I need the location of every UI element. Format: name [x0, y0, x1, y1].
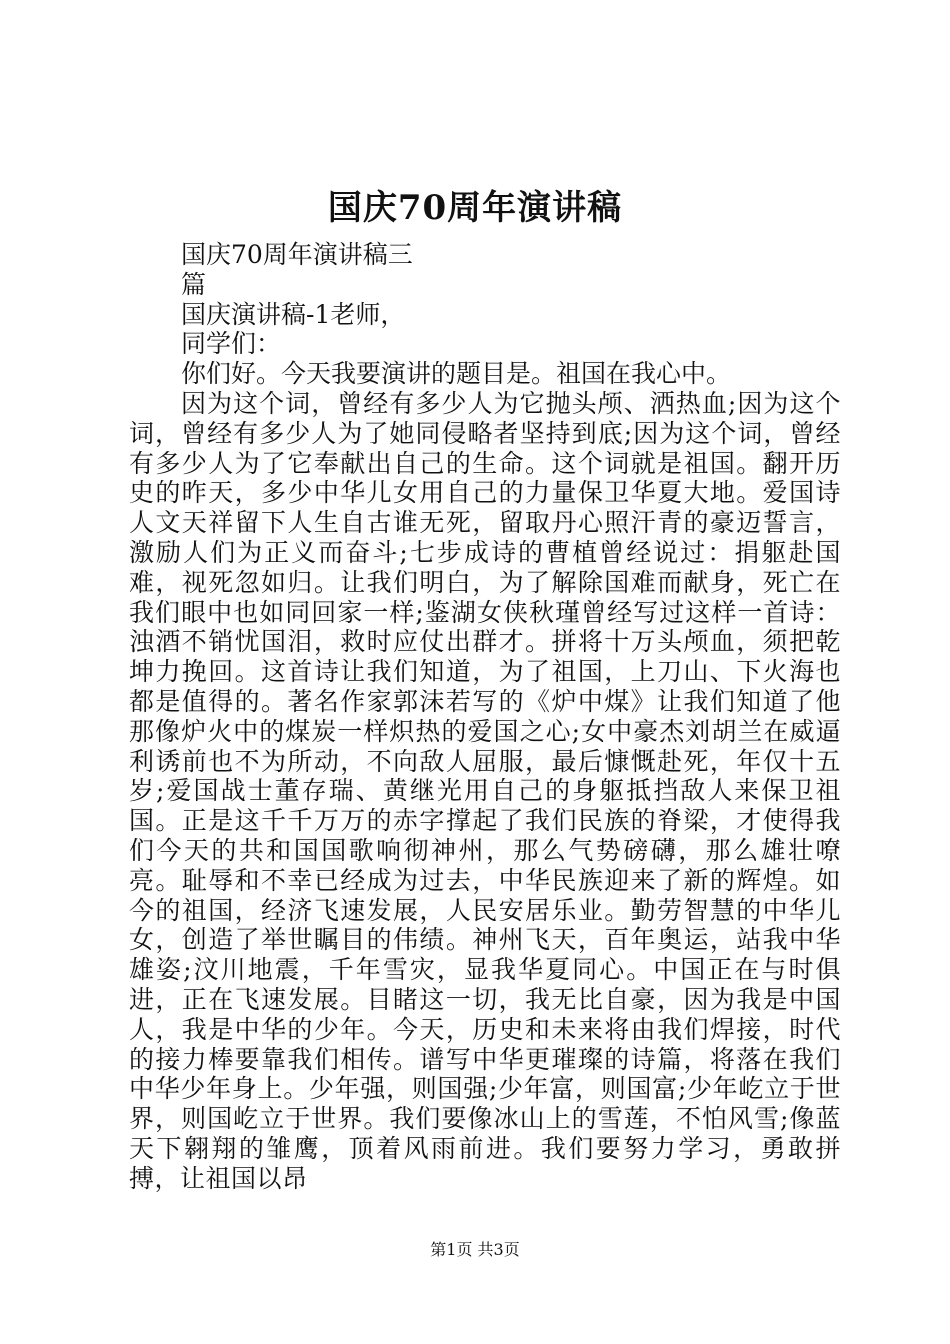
document-body: [129, 240, 841, 1194]
document-title: 国庆70周年演讲稿: [327, 188, 623, 228]
subtitle-line: 国庆70周年演讲稿三: [181, 240, 413, 269]
subtitle-continuation: 篇: [181, 269, 207, 299]
opening-line: 你们好。今天我要演讲的题目是。祖国在我心中。: [181, 359, 732, 389]
body-paragraph: 因为这个词，曾经有多少人为它抛头颅、洒热血;因为这个词，曾经有多少人为了她同侵略者坚持到底;因为这个词，曾经有多少人为了它奉献出自己的生命。这个词就是祖国。翻开历史的昨天，多少中华儿女用自己的力量保卫华夏大地。爱国诗人文天祥留下人生自古谁无死，留取丹心照汗青的豪迈誓言，激励人们为正义而奋斗;七步成诗的曹植曾经说过：捐躯赴国难，视死忽如归。让我们明白，为了解除国难而献身，死亡在我们眼中也如同回家一样;鉴湖女侠秋瑾曾经写过这样一首诗：浊酒不销忧国泪，救时应仗出群才。拼将十万头颅血，须把乾坤力挽回。这首诗让我们知道，为了祖国，上刀山、下火海也都是值得的。著名作家郭沫若写的《炉中煤》让我们知道了他那像炉火中的煤炭一样炽热的爱国之心;女中豪杰刘胡兰在威逼利诱前也不为所动，不向敌人屈服，最后慷慨赴死，年仅十五岁;爱国战士董存瑞、黄继光用自己的身躯抵挡敌人来保卫祖国。正是这千千万万的赤字撑起了我们民族的脊梁，才使得我们今天的共和国国歌响彻神州，那么气势磅礴，那么雄壮嘹亮。耻辱和不幸已经成为过去，中华民族迎来了新的辉煌。如今的祖国，经济飞速发展，人民安居乐业。勤劳智慧的中华儿女，创造了举世瞩目的伟绩。神州飞天，百年奥运，站我中华雄姿;汶川地震，千年雪灾，显我华夏同心。中国正在与时俱进，正在飞速发展。目睹这一切，我无比自豪，因为我是中国人，我是中华的少年。今天，历史和未来将由我们焊接，时代的接力棒要靠我们相传。谱写中华更璀璨的诗篇，将落在我们中华少年身上。少年强，则国强;少年富，则国富;少年屹立于世界，则国屹立于世界。我们要像冰山上的雪莲，不怕风雪;像蓝天下翱翔的雏鹰，顶着风雨前进。我们要努力学习，勇敢拼搏，让祖国以昂: [129, 388, 841, 1193]
greeting-line: 国庆演讲稿-1老师，: [181, 299, 406, 329]
greeting-continuation: 同学们：: [181, 329, 282, 359]
page-number: 第1页 共3页: [430, 1240, 520, 1259]
